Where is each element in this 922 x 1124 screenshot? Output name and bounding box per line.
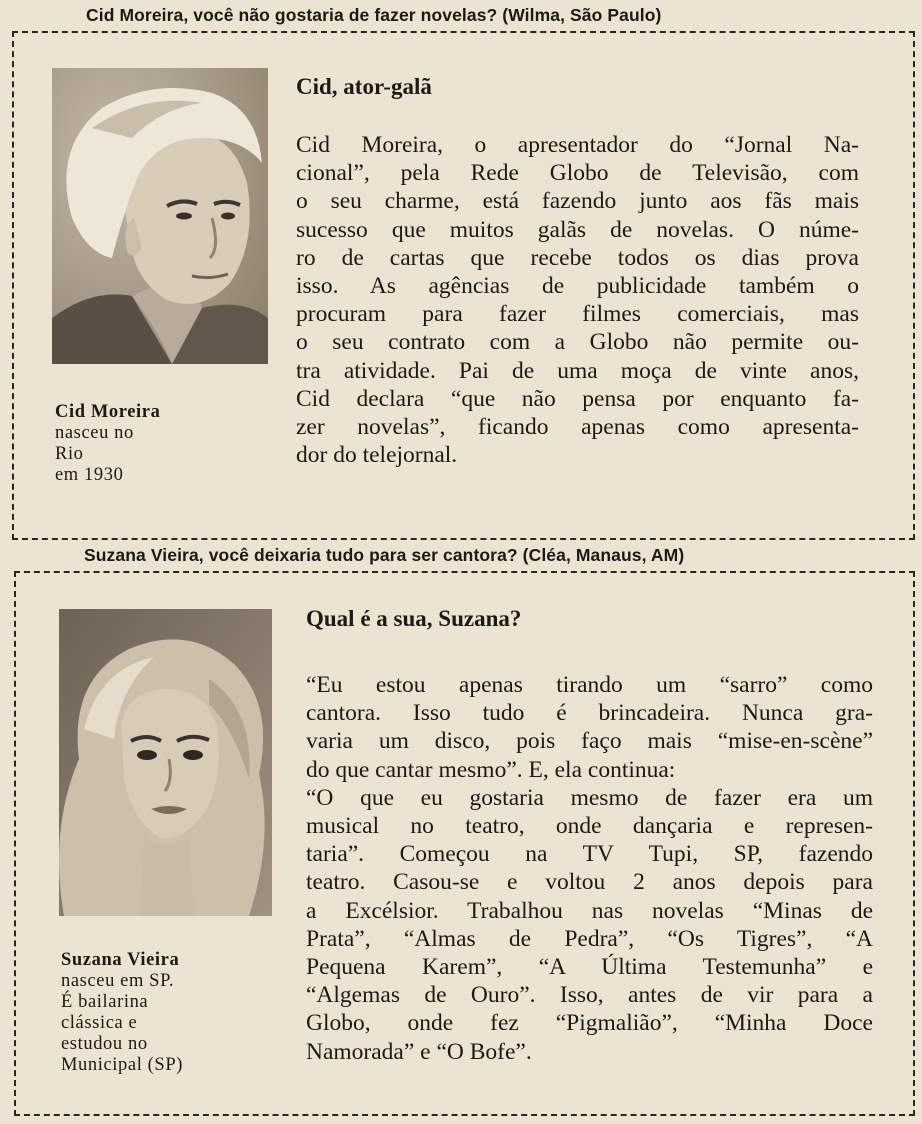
body-line: ro de cartas que recebe todos os dias prova: [296, 244, 859, 271]
body-line: tra atividade. Pai de uma moça de vinte anos,: [296, 357, 859, 384]
question-cid: Cid Moreira, você não gostaria de fazer novelas? (Wilma, São Paulo): [86, 5, 662, 25]
body-line: cional”, pela Rede Globo de Televisão, com: [296, 160, 859, 187]
body-line: Pequena Karem”, “A Última Testemunha” e: [306, 954, 873, 981]
body-line: isso. As agências de publicidade também o: [296, 273, 859, 300]
body-line: varia um disco, pois faço mais “mise-en-scène”: [306, 728, 873, 755]
caption-cid-name: Cid Moreira: [55, 402, 161, 422]
body-line: dor do telejornal.: [296, 442, 458, 469]
headline-cid: Cid, ator-galã: [296, 74, 432, 99]
caption-suzana-line: Municipal (SP): [61, 1055, 183, 1075]
body-line: Namorada” e “O Bofe”.: [306, 1038, 532, 1065]
body-line: musical no teatro, onde dançaria e represen-: [306, 813, 873, 840]
body-line: zer novelas”, ficando apenas como apresenta-: [296, 414, 859, 441]
body-line: o seu charme, está fazendo junto aos fãs mais: [296, 188, 859, 215]
body-line: Globo, onde fez “Pigmalião”, “Minha Doce: [306, 1010, 873, 1037]
portrait-cid-image: [52, 68, 268, 364]
body-line: Cid Moreira, o apresentador do “Jornal Na-: [296, 132, 859, 158]
body-line: o seu contrato com a Globo não permite ou-: [296, 329, 859, 356]
portrait-photo-cid: [52, 68, 268, 364]
article-body-cid: [296, 131, 859, 469]
caption-cid-line: em 1930: [55, 465, 124, 485]
body-line: a Excélsior. Trabalhou nas novelas “Minas de: [306, 897, 873, 924]
caption-suzana-name: Suzana Vieira: [61, 950, 180, 970]
body-line: teatro. Casou-se e voltou 2 anos depois para: [306, 869, 873, 896]
article-body-suzana: [306, 671, 873, 1066]
body-line: “Algemas de Ouro”. Isso, antes de vir para a: [306, 982, 873, 1009]
body-line: cantora. Isso tudo é brincadeira. Nunca gra-: [306, 700, 873, 727]
portrait-suzana-image: [59, 609, 272, 916]
body-line: Prata”, “Almas de Pedra”, “Os Tigres”, “A: [306, 925, 873, 952]
body-line: taria”. Começou na TV Tupi, SP, fazendo: [306, 841, 873, 868]
caption-suzana-line: estudou no: [61, 1034, 148, 1054]
question-suzana: Suzana Vieira, você deixaria tudo para ser cantora? (Cléa, Manaus, AM): [84, 545, 685, 565]
caption-cid-line: Rio: [55, 444, 84, 464]
caption-cid-line: nasceu no: [55, 423, 134, 443]
body-line: do que cantar mesmo”. E, ela continua:: [306, 756, 676, 783]
caption-cid: [55, 402, 160, 486]
body-line: “O que eu gostaria mesmo de fazer era um: [306, 784, 873, 811]
body-line: “Eu estou apenas tirando um “sarro” como: [306, 672, 873, 698]
body-line: Cid declara “que não pensa por enquanto fa-: [296, 385, 859, 412]
caption-suzana: [61, 950, 183, 1076]
body-line: procuram para fazer filmes comerciais, mas: [296, 301, 859, 328]
caption-suzana-line: nasceu em SP.: [61, 971, 175, 991]
headline-suzana: Qual é a sua, Suzana?: [306, 606, 522, 631]
body-line: sucesso que muitos galãs de novelas. O núme-: [296, 216, 859, 243]
caption-suzana-line: É bailarina: [61, 992, 149, 1012]
portrait-photo-suzana: [59, 609, 272, 916]
caption-suzana-line: clássica e: [61, 1013, 138, 1033]
